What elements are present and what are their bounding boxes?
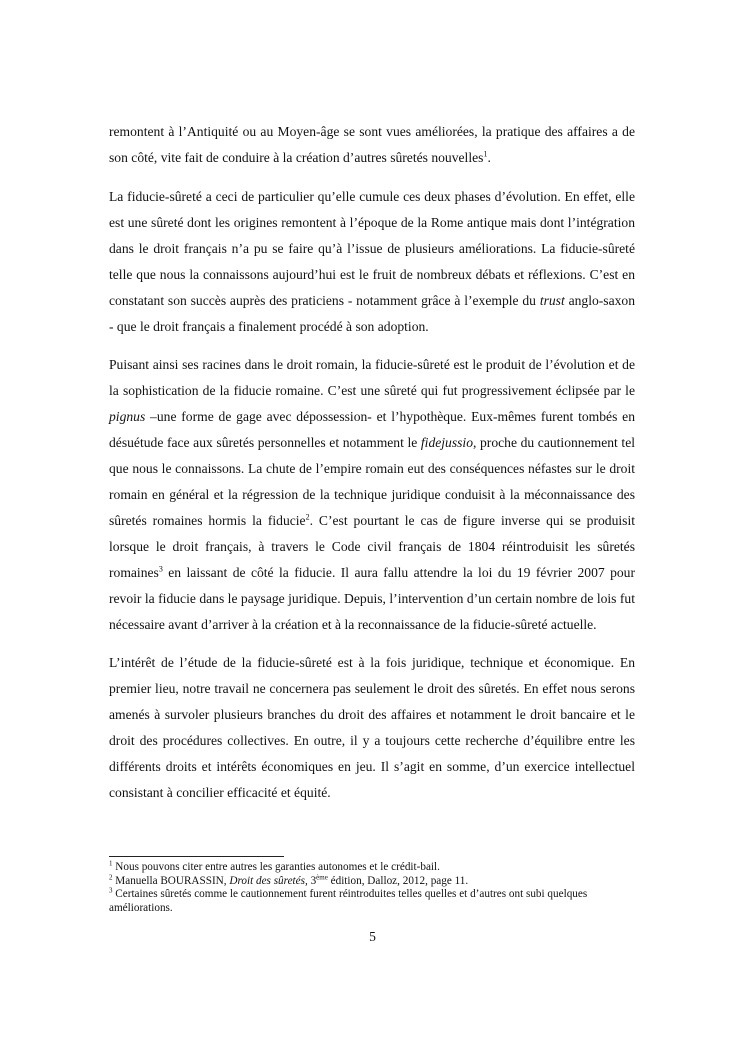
paragraph-3-text-a: Puisant ainsi ses racines dans le droit romain, la fiducie-sûreté est le produit de l’évolution et de la sophistication de la fiducie romaine. C’est une sûreté qui fut progressivement éclipsée par le	[109, 357, 635, 398]
footnote-ref-3[interactable]: 3	[158, 564, 163, 574]
footnote-2	[109, 872, 637, 889]
footnote-1-text: Nous pouvons citer entre autres les garanties autonomes et le crédit-bail.	[112, 861, 440, 873]
footnote-ref-1[interactable]: 1	[483, 149, 488, 159]
paragraph-1-end: .	[487, 150, 491, 165]
paragraph-1-text: remontent à l’Antiquité ou au Moyen-âge se sont vues améliorées, la pratique des affaires a de son côté, vite fait de conduire à la création d’autres sûretés nouvelles	[109, 124, 635, 165]
paragraph-3-text-c: , proche du cautionnement tel que nous le connaissons. La chute de l’empire romain eut des conséquences néfastes sur le droit romain en général et la régression de la technique juridique conduisit à la méconnaissance des sûretés romaines hormis la fiducie	[109, 435, 635, 528]
footnote-3-number: 3	[109, 886, 113, 895]
paragraph-2	[109, 184, 635, 340]
paragraph-3	[109, 352, 635, 638]
fidejussio-term: fidejussio	[420, 435, 474, 450]
paragraph-3-text-b: –une forme de gage avec dépossession- et l’hypothèque. Eux-mêmes furent tombés en désuétude face aux sûretés personnelles et notamment le	[109, 409, 635, 450]
footnotes	[109, 861, 637, 915]
footnote-3	[109, 888, 637, 915]
paragraph-4	[109, 650, 635, 806]
paragraph-3-text-e: en laissant de côté la fiducie. Il aura fallu attendre la loi du 19 février 2007 pour revoir la fiducie dans le paysage juridique. Depuis, l’intervention d’un certain nombre de lois fut nécessaire avant d’arriver à la création et à la reconnaissance de la fiducie-sûreté actuelle.	[109, 565, 635, 632]
footnote-1	[109, 861, 637, 875]
paragraph-1	[109, 119, 635, 171]
paragraph-4-text: L’intérêt de l’étude de la fiducie-sûreté est à la fois juridique, technique et économique. En premier lieu, notre travail ne concernera pas seulement le droit des sûretés. En effet nous serons amenés à survoler plusieurs branches du droit des affaires et notamment le droit bancaire et le droit des procédures collectives. En outre, il y a toujours cette recherche d’équilibre entre les différents droits et intérêts économiques en jeu. Il s’agit en somme, d’un exercice intellectuel consistant à concilier efficacité et équité.	[109, 655, 635, 800]
paragraph-3-text-d: . C’est pourtant le cas de figure inverse qui se produisit lorsque le droit français, à travers le Code civil français de 1804 réintroduisit les sûretés romaines	[109, 513, 636, 580]
footnote-2-title: Droit des sûretés,	[229, 874, 308, 887]
footnote-2-number: 2	[109, 872, 113, 881]
trust-term: trust	[539, 293, 565, 308]
body-text	[109, 119, 635, 818]
footnote-ref-2[interactable]: 2	[305, 512, 310, 522]
footnote-separator	[109, 856, 284, 857]
footnote-2-edition: 3	[307, 874, 317, 887]
footnote-2-publisher: édition, Dalloz, 2012, page 11.	[327, 874, 469, 887]
footnote-1-number: 1	[109, 859, 113, 868]
footnote-2-edition-suffix: ème	[316, 872, 328, 881]
footnote-3-text: Certaines sûretés comme le cautionnement furent réintroduites telles quelles et d’autres ont subi quelques améliorations.	[109, 888, 588, 914]
pignus-term: pignus	[109, 409, 146, 424]
paragraph-2-text: La fiducie-sûreté a ceci de particulier qu’elle cumule ces deux phases d’évolution. En effet, elle est une sûreté dont les origines remontent à l’époque de la Rome antique mais dont l’intégration dans le droit français n’a pu se faire qu’à l’issue de plusieurs améliorations. La fiducie-sûreté telle que nous la connaissons aujourd’hui est le fruit de nombreux débats et réflexions. C’est en constatant son succès auprès des praticiens - notamment grâce à l’exemple du	[109, 189, 635, 308]
footnote-2-author: Manuella BOURASSIN,	[112, 874, 230, 887]
paragraph-2-end: anglo-saxon - que le droit français a finalement procédé à son adoption.	[109, 293, 636, 334]
page-number: 5	[369, 929, 376, 944]
